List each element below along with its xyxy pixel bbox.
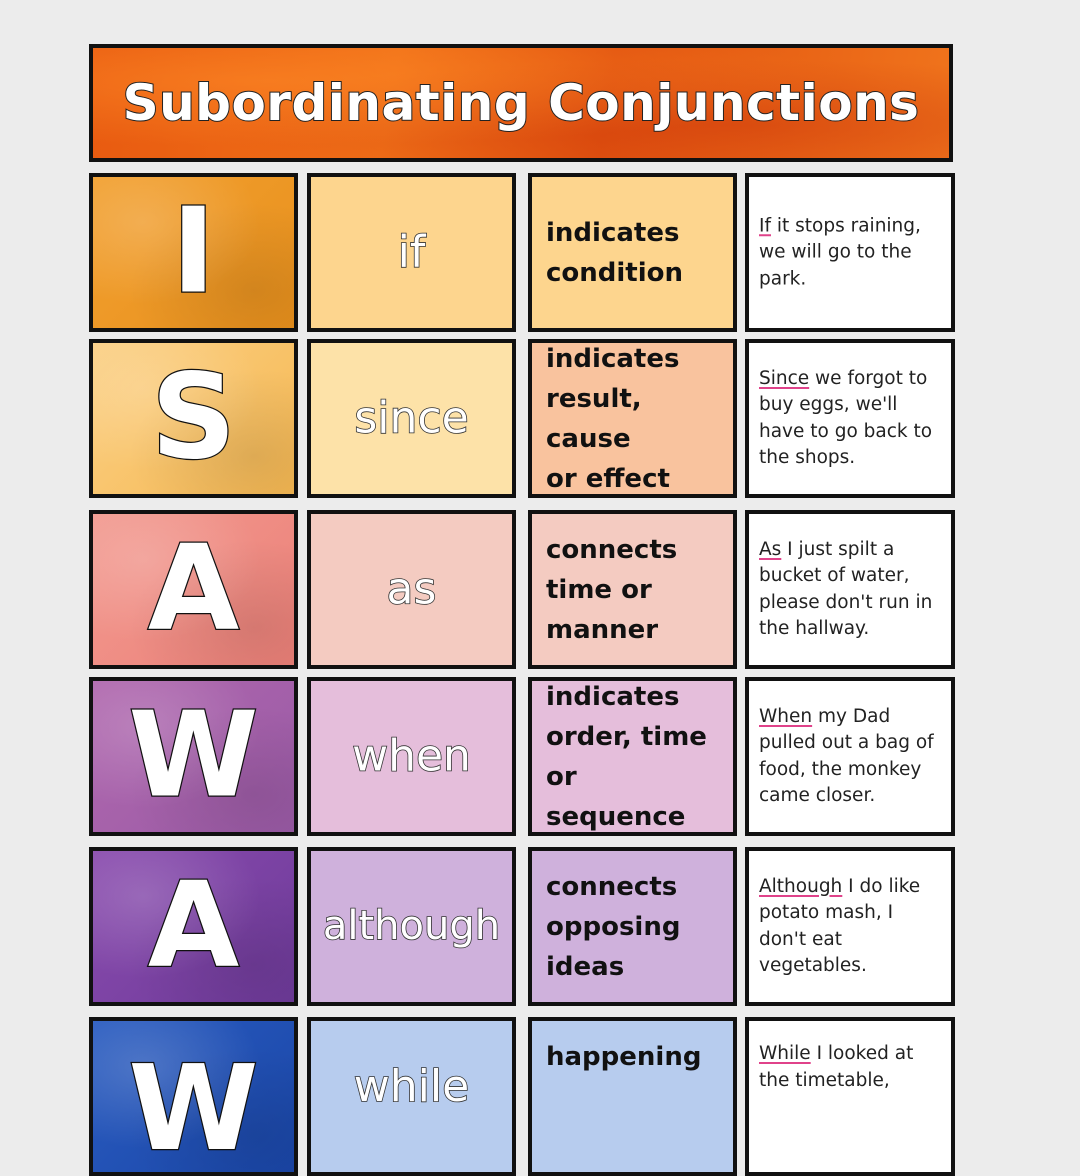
conjunction-row	[89, 1017, 955, 1176]
example-tile	[745, 339, 955, 498]
example-keyword: Although	[759, 875, 843, 897]
letter-tile	[89, 510, 298, 669]
meaning-tile	[528, 1017, 737, 1176]
meaning-tile	[528, 677, 737, 836]
meaning-tile	[528, 339, 737, 498]
example-rest: I do like potato mash, I don't eat vegetables.	[759, 875, 921, 976]
meaning-text: indicates order, time or sequence	[546, 681, 707, 832]
example-tile	[745, 510, 955, 669]
conjunction-word: if	[397, 225, 426, 277]
conjunction-word-tile	[307, 510, 516, 669]
meaning-tile	[528, 510, 737, 669]
example-rest: my Dad pulled out a bag of food, the monkey came closer.	[759, 705, 934, 806]
acrostic-letter: S	[151, 347, 236, 486]
letter-tile	[89, 173, 298, 332]
conjunction-word-tile	[307, 1017, 516, 1176]
example-keyword: While	[759, 1043, 811, 1064]
example-sentence	[759, 874, 945, 980]
conjunction-row	[89, 510, 955, 669]
letter-tile	[89, 339, 298, 498]
conjunction-word-tile	[307, 847, 516, 1006]
meaning-tile	[528, 847, 737, 1006]
letter-tile	[89, 847, 298, 1006]
conjunction-word-tile	[307, 339, 516, 498]
example-rest: I looked at the timetable,	[759, 1043, 914, 1091]
acrostic-letter: A	[147, 518, 240, 657]
conjunction-word-tile	[307, 677, 516, 836]
letter-tile	[89, 1017, 298, 1176]
example-sentence	[759, 537, 945, 643]
conjunction-row	[89, 339, 955, 498]
example-keyword: If	[759, 214, 771, 236]
conjunction-word: when	[352, 729, 471, 781]
conjunction-word: although	[322, 902, 501, 949]
meaning-text: indicates result, cause or effect	[546, 343, 680, 494]
example-sentence	[759, 704, 945, 810]
example-tile	[745, 173, 955, 332]
acrostic-letter: A	[147, 855, 240, 994]
acrostic-letter: I	[171, 181, 216, 320]
title-banner	[89, 44, 953, 162]
example-rest: I just spilt a bucket of water, please don't run in the hallway.	[759, 538, 933, 639]
conjunction-word: since	[354, 391, 469, 443]
meaning-text: happening	[546, 1042, 702, 1072]
conjunction-row	[89, 677, 955, 836]
conjunction-word-tile	[307, 173, 516, 332]
example-sentence	[759, 1041, 945, 1094]
example-tile	[745, 1017, 955, 1176]
example-sentence	[759, 366, 945, 472]
acrostic-letter: W	[128, 1039, 259, 1176]
example-tile	[745, 847, 955, 1006]
conjunction-row	[89, 173, 955, 332]
conjunction-word: as	[386, 562, 437, 614]
meaning-text: indicates condition	[546, 217, 684, 288]
conjunction-word: while	[353, 1061, 470, 1112]
example-sentence	[759, 213, 945, 293]
meaning-tile	[528, 173, 737, 332]
example-keyword: As	[759, 538, 782, 560]
example-keyword: Since	[759, 367, 810, 389]
example-rest: we forgot to buy eggs, we'll have to go back to the shops.	[759, 367, 933, 468]
acrostic-letter: W	[128, 685, 259, 824]
meaning-text: connects time or manner	[546, 534, 678, 645]
page-title: Subordinating Conjunctions	[122, 74, 920, 132]
letter-tile	[89, 677, 298, 836]
meaning-text: connects opposing ideas	[546, 871, 681, 982]
example-keyword: When	[759, 705, 813, 727]
example-rest: it stops raining, we will go to the park.	[759, 214, 921, 289]
conjunction-row	[89, 847, 955, 1006]
example-tile	[745, 677, 955, 836]
